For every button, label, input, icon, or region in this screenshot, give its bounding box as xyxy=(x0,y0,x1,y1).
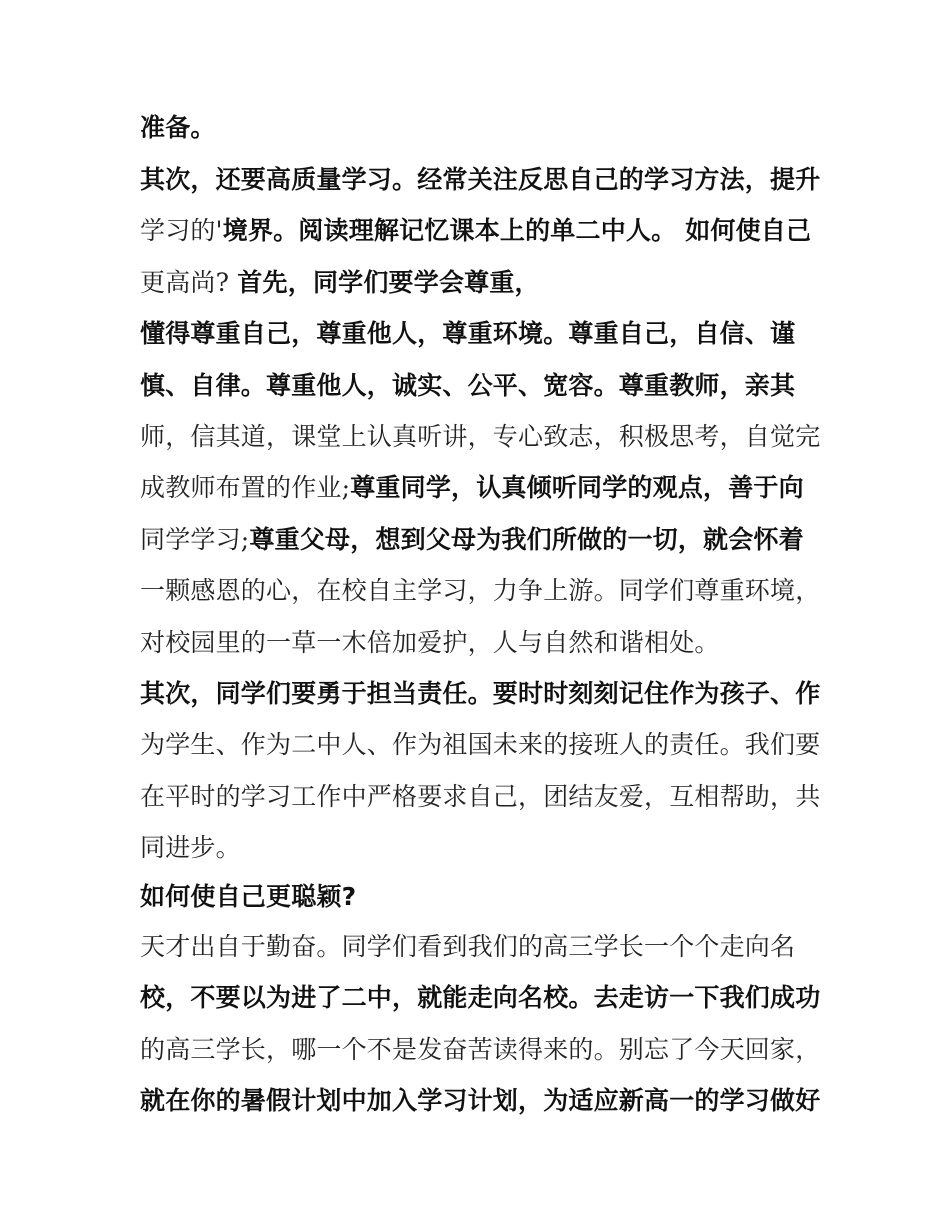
text-segment: 同学学习; xyxy=(140,525,250,554)
text-segment: 境界。阅读理解记忆课本上的单二中人。 如何使自己 xyxy=(222,216,812,245)
text-line-19 xyxy=(140,1030,820,1070)
text-line-10 xyxy=(140,571,820,611)
text-segment: 更高尚? xyxy=(140,268,238,297)
text-line-12 xyxy=(140,674,820,714)
text-segment: 尊重同学，认真倾听同学的观点，善于向 xyxy=(350,473,804,502)
text-segment: 天才出自于勤奋。同学们看到我们的高三学长一个个走向名 xyxy=(140,932,796,961)
text-segment: 首先，同学们要学会尊重， xyxy=(237,268,540,297)
text-segment: 尊重父母，想到父母为我们所做的一切，就会怀着 xyxy=(249,525,804,554)
text-line-8 xyxy=(140,468,820,508)
text-segment: 一颗感恩的心，在校自主学习，力争上游。同学们尊重环境， xyxy=(140,576,820,605)
text-segment: 其次，还要高质量学习。经常关注反思自己的学习方法，提升 xyxy=(140,165,820,194)
text-line-17 xyxy=(140,927,820,967)
text-segment: 的高三学长，哪一个不是发奋苦读得来的。别忘了今天回家， xyxy=(140,1035,820,1064)
text-segment: 为学生、作为二中人、作为祖国未来的接班人的责任。我们要 xyxy=(140,730,820,759)
text-line-6 xyxy=(140,366,820,406)
text-segment: 慎、自律。尊重他人，诚实、公平、宽容。尊重教师，亲其 xyxy=(140,371,796,400)
text-segment: 懂得尊重自己，尊重他人，尊重环境。尊重自己，自信、谨 xyxy=(140,319,796,348)
text-line-13 xyxy=(140,725,820,765)
text-segment: 成教师布置的作业; xyxy=(140,473,351,502)
text-segment: 校，不要以为进了二中，就能走向名校。去走访一下我们成功 xyxy=(140,983,820,1012)
text-line-7 xyxy=(140,417,820,457)
text-segment: 学习的' xyxy=(140,216,223,245)
text-line-3 xyxy=(140,211,820,251)
text-line-14 xyxy=(140,777,820,817)
text-line-5 xyxy=(140,314,820,354)
text-line-4 xyxy=(140,263,820,303)
text-segment: 同进步。 xyxy=(140,833,241,862)
text-line-2 xyxy=(140,160,820,200)
text-line-16 xyxy=(140,877,820,917)
text-segment: 如何使自己更聪颖? xyxy=(140,882,357,911)
text-segment: 在平时的学习工作中严格要求自己，团结友爱，互相帮助，共 xyxy=(140,782,820,811)
text-line-11 xyxy=(140,623,820,663)
text-line-9 xyxy=(140,520,820,560)
text-segment: 对校园里的一草一木倍加爱护，人与自然和谐相处。 xyxy=(140,628,720,657)
text-segment: 师，信其道，课堂上认真听讲，专心致志，积极思考，自觉完 xyxy=(140,422,820,451)
text-line-18 xyxy=(140,978,820,1018)
text-line-15 xyxy=(140,828,820,868)
text-segment: 其次，同学们要勇于担当责任。要时时刻刻记住作为孩子、作 xyxy=(140,679,820,708)
text-segment: 就在你的暑假计划中加入学习计划，为适应新高一的学习做好 xyxy=(140,1086,820,1115)
text-line-1 xyxy=(140,108,820,148)
text-segment: 准备。 xyxy=(140,113,216,142)
text-line-20 xyxy=(140,1081,820,1121)
